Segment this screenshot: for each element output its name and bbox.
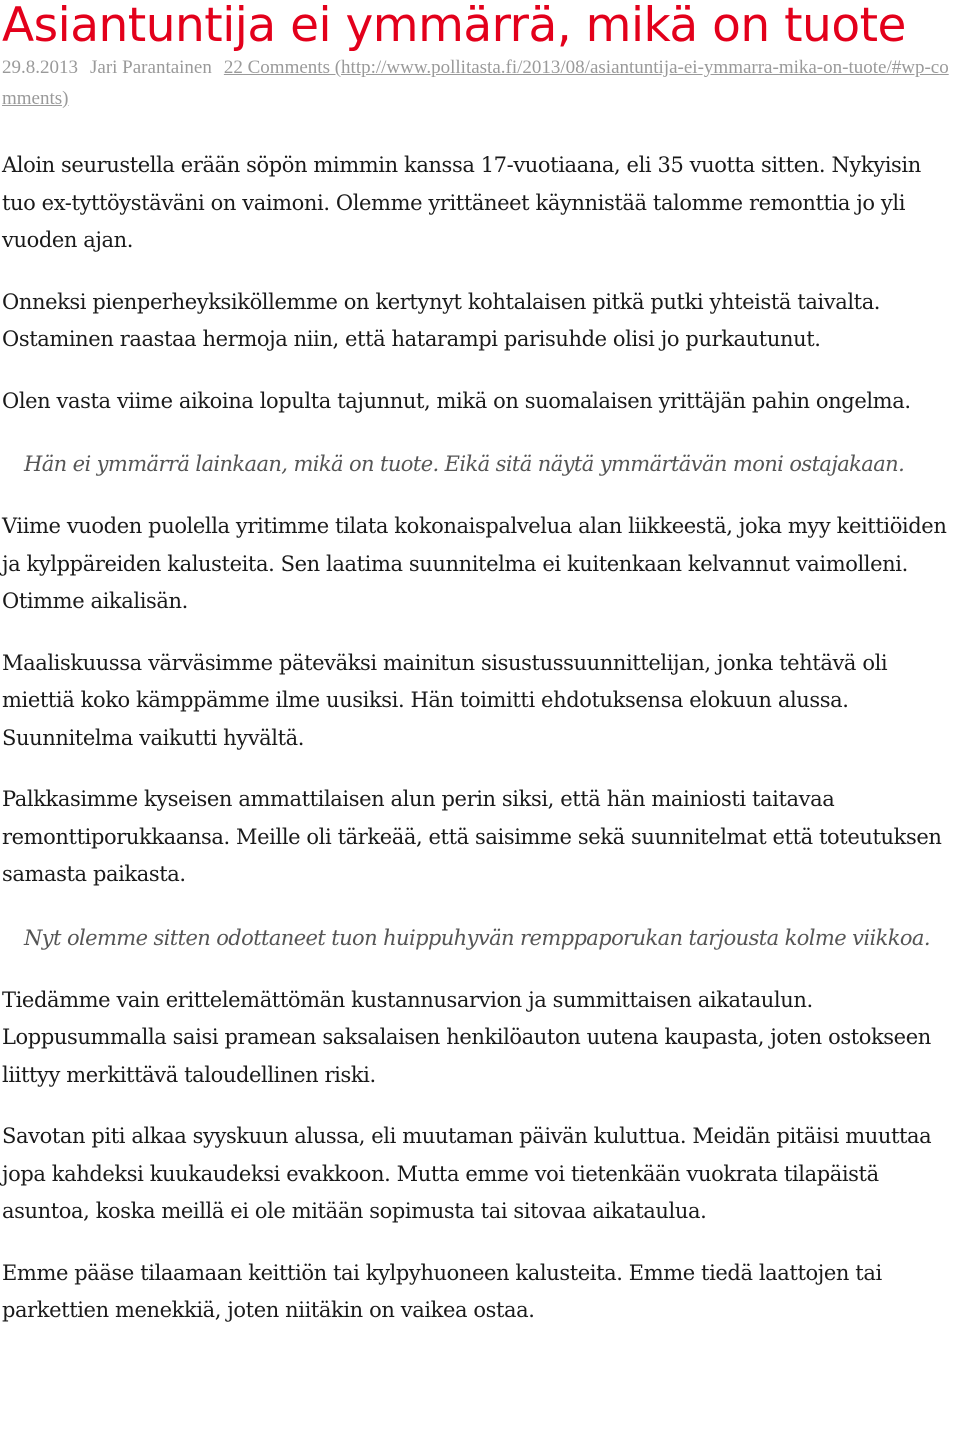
paragraph: Viime vuoden puolella yritimme tilata kokonaispalvelua alan liikkeestä, joka myy keittiöiden ja kylppäreiden kalusteita. Sen laatima suunnitelma ei kuitenkaan kelvannut vaimolleni. Otimme aikalisän. bbox=[2, 514, 947, 613]
paragraph: Tiedämme vain erittelemättömän kustannusarvion ja summittaisen aikataulun. Loppusummalla saisi pramean saksalaisen henkilöauton uutena kaupasta, joten ostokseen liittyy merkittävä taloudellinen riski. bbox=[2, 987, 931, 1087]
paragraph: Onneksi pienperheyksiköllemme on kertynyt kohtalaisen pitkä putki yhteistä taivalta. Ostaminen raastaa hermoja niin, että hatarampi parisuhde olisi jo purkautunut. bbox=[2, 289, 881, 351]
paragraph: Emme pääse tilaamaan keittiön tai kylpyhuoneen kalusteita. Emme tiedä laattojen tai parkettien menekkiä, joten niitäkin on vaikea ostaa. bbox=[2, 1260, 882, 1322]
paragraph: Aloin seurustella erään söpön mimmin kanssa 17-vuotiaana, eli 35 vuotta sitten. Nykyisin tuo ex-tyttöystäväni on vaimoni. Olemme yrittäneet käynnistää talomme remonttia jo yli vuoden ajan. bbox=[2, 153, 921, 252]
paragraph: Palkkasimme kyseisen ammattilaisen alun perin siksi, että hän mainiosti taitavaa remonttiporukkaansa. Meille oli tärkeää, että saisimme sekä suunnitelmat että toteutuksen samasta paikasta. bbox=[2, 787, 942, 886]
post-date: 29.8.2013 bbox=[2, 57, 78, 78]
paragraph: Maaliskuussa värväsimme päteväksi mainitun sisustussuunnittelijan, jonka tehtävä oli miettiä koko kämppämme ilme uusiksi. Hän toimitti ehdotuksensa elokuun alussa. Suunnitelma vaikutti hyvältä. bbox=[2, 650, 888, 750]
paragraph: Savotan piti alkaa syyskuun alussa, eli muutaman päivän kuluttua. Meidän pitäisi muuttaa jopa kahdeksi kuukaudeksi evakkoon. Mutta emme voi tietenkään vuokrata tilapäistä asuntoa, koska meillä ei ole mitään sopimusta tai sitovaa aikataulua. bbox=[2, 1124, 932, 1223]
article-meta bbox=[2, 52, 956, 114]
article-body bbox=[2, 147, 956, 1330]
comments-link[interactable]: 22 Comments (http://www.pollitasta.fi/2013/08/asiantuntija-ei-ymmarra-mika-on-tuote/#wp-comments) bbox=[2, 57, 949, 109]
pull-quote: Hän ei ymmärrä lainkaan, mikä on tuote. Eikä sitä näytä ymmärtävän moni ostajakaan. bbox=[24, 452, 905, 476]
post-author: Jari Parantainen bbox=[90, 57, 212, 78]
article-title: Asiantuntija ei ymmärrä, mikä on tuote bbox=[2, 0, 906, 53]
paragraph: Olen vasta viime aikoina lopulta tajunnut, mikä on suomalaisen yrittäjän pahin ongelma. bbox=[2, 388, 911, 413]
pull-quote: Nyt olemme sitten odottaneet tuon huippuhyvän remppaporukan tarjousta kolme viikkoa. bbox=[24, 925, 930, 950]
